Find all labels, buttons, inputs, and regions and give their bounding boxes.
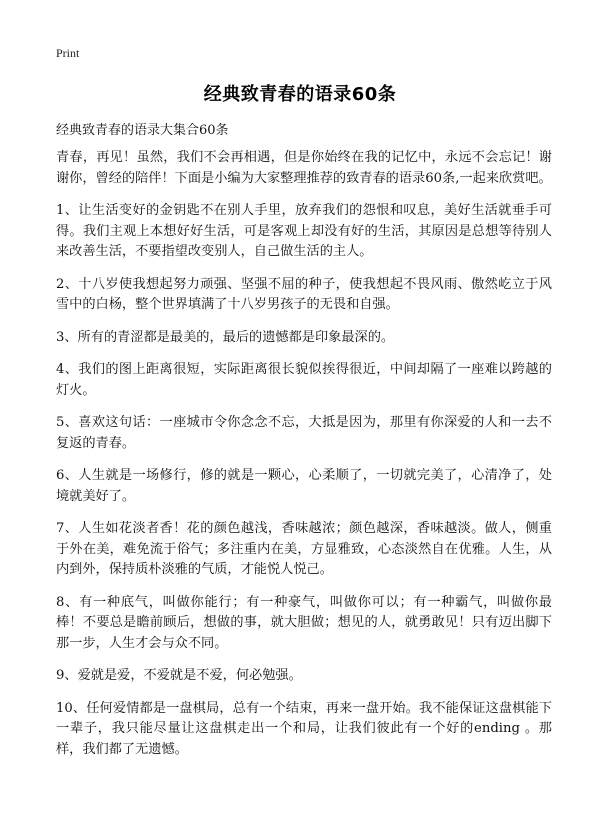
- quote-item-10: 10、任何爱情都是一盘棋局，总有一个结束，再来一盘开始。我不能保证这盘棋能下一辈子，我只能尽量让这盘棋走出一个和局，让我们彼此有一个好的ending 。那样，我们都了无遗憾。: [56, 700, 552, 757]
- article-body: [56, 148, 552, 772]
- quote-item-9: 9、爱就是爱，不爱就是不爱，何必勉强。: [56, 668, 302, 683]
- page-subtitle: 经典致青春的语录大集合60条: [56, 123, 229, 138]
- quote-item-8: 8、有一种底气，叫做你能行；有一种豪气，叫做你可以；有一种霸气，叫做你最棒！不要总是瞻前顾后，想做的事，就大胆做；想见的人，就勇敢见！只有迈出脚下那一步，人生才会与众不同。: [56, 594, 552, 651]
- quote-item-6: 6、人生就是一场修行，修的就是一颗心，心柔顺了，一切就完美了，心清净了，处境就美好了。: [56, 468, 552, 504]
- print-label: Print: [56, 46, 80, 60]
- quote-item-5: 5、喜欢这句话：一座城市令你念念不忘，大抵是因为，那里有你深爱的人和一去不复返的青春。: [56, 415, 552, 451]
- quote-item-1: 1、让生活变好的金钥匙不在别人手里，放弃我们的怨恨和叹息，美好生活就垂手可得。我们主观上本想好好生活，可是客观上却没有好的生活，其原因是总想等待别人来改善生活，不要指望改变别人，自己做生活的主人。: [56, 203, 552, 259]
- intro-paragraph: 青春，再见！虽然，我们不会再相遇，但是你始终在我的记忆中，永远不会忘记！谢谢你，曾经的陪伴！下面是小编为大家整理推荐的致青春的语录60条,一起来欣赏吧。: [56, 150, 552, 186]
- page-title: 经典致青春的语录60条: [203, 84, 397, 105]
- quote-item-4: 4、我们的图上距离很短，实际距离很长貌似挨得很近，中间却隔了一座难以跨越的灯火。: [56, 362, 552, 398]
- quote-item-3: 3、所有的青涩都是最美的，最后的遗憾都是印象最深的。: [56, 329, 395, 345]
- quote-item-2: 2、十八岁使我想起努力顽强、坚强不屈的种子，使我想起不畏风雨、傲然屹立于风雪中的白杨，整个世界填满了十八岁男孩子的无畏和自强。: [56, 276, 552, 312]
- quote-item-7: 7、人生如花淡者香！花的颜色越浅，香味越浓；颜色越深，香味越淡。做人，侧重于外在美，难免流于俗气；多注重内在美，方显雅致，心态淡然自在优雅。人生，从内到外，保持质朴淡雅的气质，才能悦人悦己。: [56, 521, 552, 577]
